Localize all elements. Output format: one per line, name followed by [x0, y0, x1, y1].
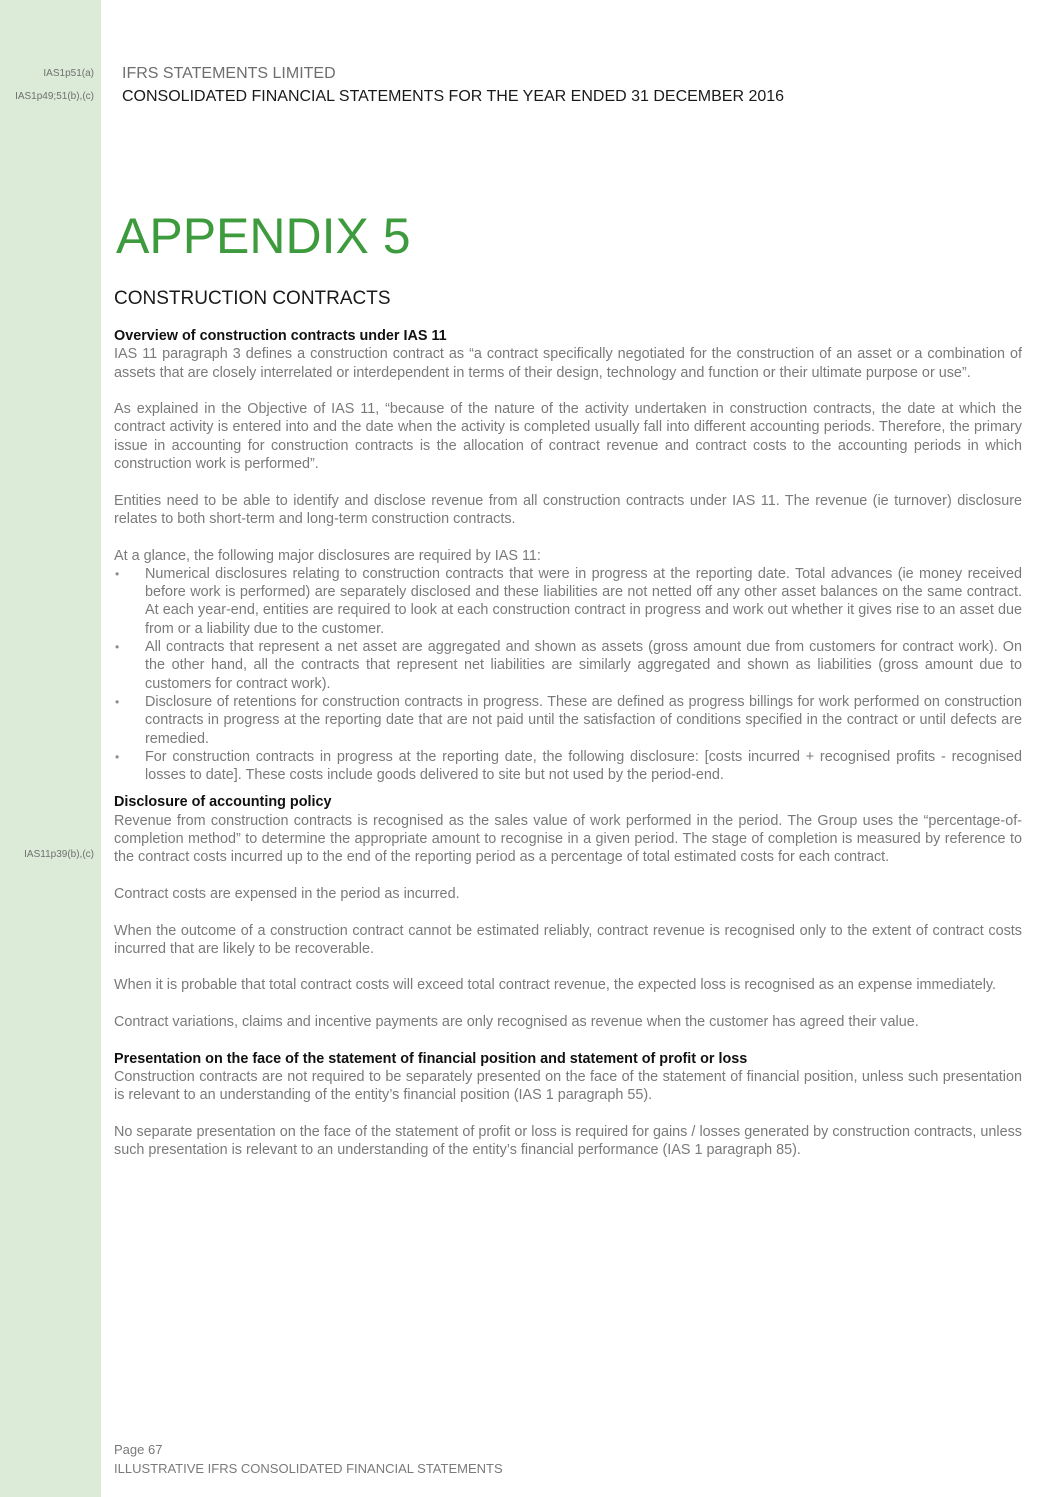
presentation-paragraph-2: No separate presentation on the face of the statement of profit or loss is required for gains / losses generated by construction contracts, unless such presentation is relevant to an understanding of the entity’s financial performance (IAS 1 paragraph 85).: [114, 1123, 1022, 1159]
page-number: Page 67: [114, 1442, 163, 1457]
policy-paragraph-5: Contract variations, claims and incentive payments are only recognised as revenue when the customer has agreed their value.: [114, 1013, 919, 1030]
overview-paragraph-3: Entities need to be able to identify and disclose revenue from all construction contracts under IAS 11. The revenue (ie turnover) disclosure relates to both short-term and long-term construction contracts.: [114, 492, 1022, 527]
margin-ref-ias11p39: IAS11p39(b),(c): [24, 849, 94, 860]
policy-paragraph-4: When it is probable that total contract costs will exceed total contract revenue, the expected loss is recognised as an expense immediately.: [114, 977, 997, 994]
footer-title: ILLUSTRATIVE IFRS CONSOLIDATED FINANCIAL STATEMENTS: [114, 1461, 503, 1476]
list-item: • All contracts that represent a net asset are aggregated and shown as assets (gross amount due from customers for contract work). On the other hand, all the contracts that represent net liabilities are similarly aggregated and shown as liabilities (gross amount due to customers for contract work).: [114, 638, 1022, 693]
overview-heading: Overview of construction contracts under IAS 11: [114, 328, 447, 344]
policy-heading: Disclosure of accounting policy: [114, 794, 332, 811]
list-item: • Numerical disclosures relating to construction contracts that were in progress at the reporting date. Total advances (ie money received before work is performed) are separately disclosed and these liabilities are not netted off any other asset balances on the same contract. At each year-end, entities are required to look at each construction contract in progress and work out whether it gives rise to an asset due from or a liability due to the customer.: [114, 565, 1022, 638]
section-title: CONSTRUCTION CONTRACTS: [114, 288, 391, 309]
overview-paragraph-2: As explained in the Objective of IAS 11, “because of the nature of the activity undertaken in construction contracts, the date at which the contract activity is entered into and the date when the activity is completed usually fall into different accounting periods. Therefore, the primary issue in accounting for construction contracts is the allocation of contract revenue and contract costs to the accounting periods in which construction work is performed”.: [114, 401, 1022, 473]
policy-paragraph-2: Contract costs are expensed in the period as incurred.: [114, 885, 460, 902]
document-body: [114, 327, 1022, 1159]
statements-title: CONSOLIDATED FINANCIAL STATEMENTS FOR THE YEAR ENDED 31 DECEMBER 2016: [122, 88, 785, 105]
presentation-paragraph-1: Construction contracts are not required to be separately presented on the face of the statement of financial position, unless such presentation is relevant to an understanding of the entity’s financial position (IAS 1 paragraph 55).: [114, 1068, 1022, 1104]
policy-paragraph-1: Revenue from construction contracts is recognised as the sales value of work performed in the period. The Group uses the “percentage-of-completion method” to determine the appropriate amount to recognise in a given period. The stage of completion is measured by reference to the contract costs incurred up to the end of the reporting period as a percentage of total estimated costs for each contract.: [114, 812, 1022, 866]
list-item: • For construction contracts in progress at the reporting date, the following disclosure: [costs incurred + recognised profits - recognised losses to date]. These costs include goods delivered to site but not used by the period-end.: [114, 748, 1022, 785]
policy-paragraph-3: When the outcome of a construction contract cannot be estimated reliably, contract revenue is recognised only to the extent of contract costs incurred that are likely to be recoverable.: [114, 922, 1022, 957]
margin-ref-ias1p49: IAS1p49;51(b),(c): [15, 91, 94, 102]
reference-margin: [0, 0, 101, 1497]
overview-paragraph-1: IAS 11 paragraph 3 defines a construction contract as “a contract specifically negotiated for the construction of an asset or a combination of assets that are closely interrelated or interdependent in terms of their design, technology and function or their ultimate purpose or use”.: [114, 346, 1022, 381]
appendix-title: APPENDIX 5: [116, 208, 411, 264]
presentation-heading: Presentation on the face of the statement of financial position and statement of profit or loss: [114, 1050, 748, 1067]
margin-ref-ias1p51a: IAS1p51(a): [43, 68, 94, 79]
list-item: • Disclosure of retentions for construction contracts in progress. These are defined as progress billings for work performed on construction contracts in progress at the reporting date that are not paid until the satisfaction of conditions specified in the contract or until defects are remedied.: [114, 693, 1022, 748]
company-name: IFRS STATEMENTS LIMITED: [122, 65, 336, 82]
disclosure-list: [114, 565, 1022, 785]
overview-paragraph-4: At a glance, the following major disclosures are required by IAS 11:: [114, 547, 541, 564]
